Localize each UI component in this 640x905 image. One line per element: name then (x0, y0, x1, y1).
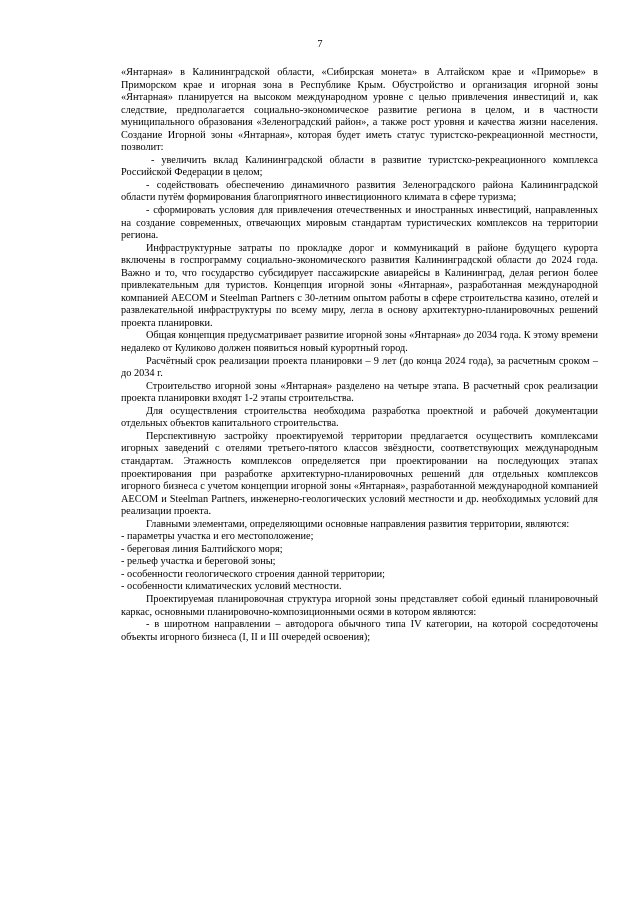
document-body (121, 67, 598, 644)
paragraph-timeline: Расчётный срок реализации проекта планировки – 9 лет (до конца 2024 года), за расчетным сроком – до 2034 г. (121, 355, 598, 380)
list-item: - особенности климатических условий местности. (121, 581, 342, 593)
paragraph-bullet-3: - сформировать условия для привлечения отечественных и иностранных инвестиций, направленных на создание современных, отвечающих мировым стандартам туристических комплексов на территории региона. (121, 205, 598, 242)
list-item: - параметры участка и его местоположение; (121, 531, 314, 543)
paragraph-infrastructure: Инфраструктурные затраты по прокладке дорог и коммуникаций в районе будущего курорта включены в госпрограмму социально-экономического развития Калининградской области до 2024 года. Важно и то, что государство субсидирует пассажирские авиарейсы в Калининград, делая регион более привлекательным для туристов. Концепция игорной зоны «Янтарная», разработанная международной компанией AECOM и Steelman Partners с 30-летним опытом работы в сфере строительства казино, отелей и развлекательной инфраструктуры по всему миру, легла в основу архитектурно-планировочных решений проекта планировки. (121, 242, 598, 329)
list-item: - рельеф участка и береговой зоны; (121, 556, 276, 568)
list-item: - береговая линия Балтийского моря; (121, 543, 283, 555)
elements-list (121, 531, 598, 594)
paragraph-latitudinal-axis: - в широтном направлении – автодорога обычного типа IV категории, на которой сосредоточены объекты игорного бизнеса (I, II и III очередей освоения); (121, 619, 598, 643)
list-item: - особенности геологического строения данной территории; (121, 568, 385, 580)
paragraph-main-elements: Главными элементами, определяющими основные направления развития территории, являются: (146, 518, 570, 530)
paragraph-intro: «Янтарная» в Калининградской области, «Сибирская монета» в Алтайском крае и «Приморье» в Приморском крае и игорная зона в Республике Крым. Обустройство и организация игорной зоны «Янтарная» планируется на высоком международном уровне с целью привлечения инвестиций и, как следствие, предполагается социально-экономическое развитие региона в целом, и в частности муниципального образования «Зеленоградский район», а также рост уровня и качества жизни населения. Создание Игорной зоны «Янтарная», которая будет иметь статус туристско-рекреационной местности, позволит: (121, 67, 598, 154)
paragraph-concept: Общая концепция предусматривает развитие игорной зоны «Янтарная» до 2034 года. К этому времени недалеко от Куликово должен появиться новый курортный город. (121, 330, 598, 355)
page-number: 7 (317, 39, 323, 50)
paragraph-bullet-2: - содействовать обеспечению динамичного развития Зеленоградского района Калининградской области путём формирования благоприятного инвестиционного климата в сфере туризма; (121, 179, 598, 204)
paragraph-planning-structure: Проектируемая планировочная структура игорной зоны представляет собой единый планировочный каркас, основными планировочно-композиционными осями в котором являются: (121, 593, 598, 618)
paragraph-bullet-1: - увеличить вклад Калининградской области в развитие туристско-рекреационного комплекса Российской Федерации в целом; (121, 154, 598, 179)
paragraph-development: Перспективную застройку проектируемой территории предлагается осуществить комплексами игорных заведений с отелями третьего-пятого классов звёздности, соответствующих международным стандартам. Этажность комплексов определяется при проектировании на последующих этапах проектирования при разработке архитектурно-планировочных решений для отдельных комплексов игорного бизнеса с учетом концепции игорной зоны «Янтарная», разработанной международной компанией AECOM и Steelman Partners, инженерно-геологических условий местности и др. необходимых условий для реализации проекта. (121, 430, 598, 518)
paragraph-stages: Строительство игорной зоны «Янтарная» разделено на четыре этапа. В расчетный срок реализации проекта планировки входят 1-2 этапы строительства. (121, 380, 598, 405)
paragraph-documentation: Для осуществления строительства необходима разработка проектной и рабочей документации отдельных объектов капитального строительства. (121, 405, 598, 430)
